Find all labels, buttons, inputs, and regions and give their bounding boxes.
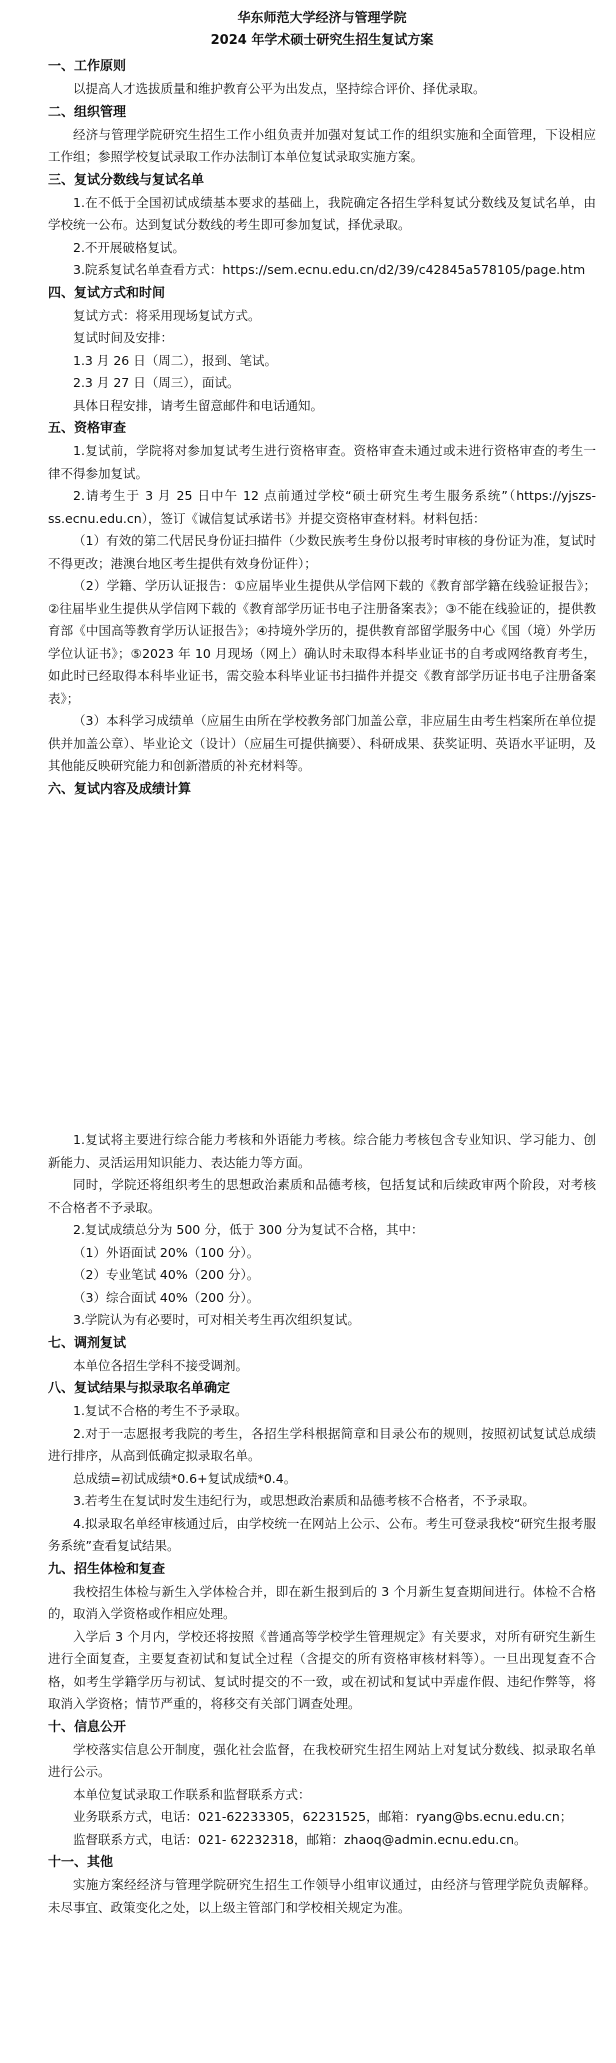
section-heading: 三、复试分数线与复试名单: [48, 172, 205, 188]
paragraph: 入学后 3 个月内，学校还将按照《普通高等学校学生管理规定》有关要求，对所有研究生新生进行全面复查，主要复查初试和复试全过程（含提交的所有资格审核材料等）。一旦出现复查不合格，如考生学籍学历与初试、复试时提交的不一致，或在初试和复试中弄虚作假、违纪作弊等，将取消入学资格；情节严重的，将移交有关部门调查处理。: [48, 1628, 596, 1711]
section-heading: 二、组织管理: [48, 104, 127, 120]
paragraph: 2.复试成绩总分为 500 分，低于 300 分为复试不合格，其中：: [73, 1222, 424, 1237]
paragraph: 2.对于一志愿报考我院的考生，各招生学科根据简章和目录公布的规则，按照初试复试总成绩进行排序，从高到低确定拟录取名单。: [48, 1425, 596, 1463]
document-page-1: [0, 0, 616, 1013]
paragraph: 4.拟录取名单经审核通过后，由学校统一在网站上公示、公布。考生可登录我校“研究生报考服务系统”查看复试结果。: [48, 1515, 596, 1553]
section-heading: 一、工作原则: [48, 59, 127, 74]
section-heading: 八、复试结果与拟录取名单确定: [48, 1381, 231, 1396]
paragraph: 2.请考生于 3 月 25 日中午 12 点前通过学校“硕士研究生考生服务系统”（https://yjszs-ss.ecnu.edu.cn），签订《诚信复试承诺书》并提交资格审查材料。材料包括：: [48, 488, 596, 526]
paragraph: 3.院系复试名单查看方式：https://sem.ecnu.edu.cn/d2/39/c42845a578105/page.htm: [73, 262, 586, 277]
paragraph: 3.学院认为有必要时，可对相关考生再次组织复试。: [73, 1312, 360, 1327]
section-heading: 十一、其他: [48, 1855, 114, 1870]
paragraph: 3.若考生在复试时发生违纪行为，或思想政治素质和品德考核不合格者，不予录取。: [73, 1493, 535, 1508]
paragraph: 以提高人才选拔质量和维护教育公平为出发点，坚持综合评价、择优录取。: [73, 81, 486, 96]
paragraph: （3）综合面试 40%（200 分）。: [73, 1289, 260, 1305]
section-heading: 七、调剂复试: [48, 1335, 127, 1351]
paragraph: 我校招生体检与新生入学体检合并，即在新生报到后的 3 个月新生复查期间进行。体检不合格的，取消入学资格或作相应处理。: [48, 1583, 596, 1621]
document-title: 华东师范大学经济与管理学院: [237, 11, 407, 26]
section-heading: 十、信息公开: [48, 1719, 127, 1735]
document-page-2: [0, 1013, 616, 2063]
paragraph: 1.复试前，学院将对参加复试考生进行资格审查。资格审查未通过或未进行资格审查的考生一律不得参加复试。: [48, 443, 596, 481]
paragraph: 1.复试不合格的考生不予录取。: [73, 1403, 248, 1418]
page-2-body: [48, 1129, 596, 1919]
paragraph: 实施方案经经济与管理学院研究生招生工作领导小组审议通过，由经济与管理学院负责解释。未尽事宜、政策变化之处，以上级主管部门和学校相关规定为准。: [48, 1877, 596, 1915]
paragraph: 复试时间及安排：: [73, 330, 174, 345]
paragraph: 同时，学院还将组织考生的思想政治素质和品德考核，包括复试和后续政审两个阶段，对考核不合格者不予录取。: [48, 1177, 596, 1215]
paragraph: 本单位复试录取工作联系和监督联系方式：: [73, 1786, 311, 1802]
section-heading: 五、资格审查: [48, 421, 127, 436]
paragraph: 总成绩=初试成绩*0.6+复试成绩*0.4。: [73, 1470, 297, 1486]
paragraph: 学校落实信息公开制度，强化社会监督，在我校研究生招生网站上对复试分数线、拟录取名单进行公示。: [48, 1741, 596, 1779]
page-1-body: [48, 55, 596, 801]
paragraph: 1.3 月 26 日（周二），报到、笔试。: [73, 352, 277, 368]
paragraph: 本单位各招生学科不接受调剂。: [73, 1357, 249, 1373]
paragraph: （1）外语面试 20%（100 分）。: [73, 1244, 260, 1260]
paragraph: （1）有效的第二代居民身份证扫描件（少数民族考生身份以报考时审核的身份证为准，复试时不得更改；港澳台地区考生提供有效身份证件）；: [48, 533, 596, 571]
paragraph: 具体日程安排，请考生留意邮件和电话通知。: [73, 397, 324, 413]
paragraph: （2）专业笔试 40%（200 分）。: [73, 1267, 260, 1282]
section-heading: 六、复试内容及成绩计算: [48, 781, 192, 797]
paragraph: 2.3 月 27 日（周三），面试。: [73, 375, 240, 390]
paragraph: 业务联系方式，电话：021-62233305，62231525，邮箱：ryang@bs.ecnu.edu.cn；: [73, 1809, 573, 1824]
section-heading: 四、复试方式和时间: [48, 285, 166, 301]
paragraph: 1.在不低于全国初试成绩基本要求的基础上，我院确定各招生学科复试分数线及复试名单，由学校统一公布。达到复试分数线的考生即可参加复试，择优录取。: [48, 194, 596, 232]
paragraph: 1.复试将主要进行综合能力考核和外语能力考核。综合能力考核包含专业知识、学习能力、创新能力、灵活运用知识能力、表达能力等方面。: [48, 1132, 596, 1170]
document-subtitle: 2024 年学术硕士研究生招生复试方案: [210, 33, 434, 48]
section-heading: 九、招生体检和复查: [48, 1561, 166, 1577]
paragraph: （2）学籍、学历认证报告：①应届毕业生提供从学信网下载的《教育部学籍在线验证报告》；②往届毕业生提供从学信网下载的《教育部学历证书电子注册备案表》；③不能在线验证的，提供教育部《中国高等教育学历认证报告》；④持境外学历的，提供教育部留学服务中心《国（境）外学历学位认证书》；⑤2023 年 10 月现场（网上）确认时未取得本科毕业证书的自考或网络教育考生，如此时已经取得本科毕业证书，需交验本科毕业证书扫描件并提交《教育部学历证书电子注册备案表》；: [48, 578, 596, 706]
paragraph: 监督联系方式，电话：021- 62232318，邮箱：zhaoq@admin.ecnu.edu.cn。: [73, 1831, 527, 1847]
paragraph: 复试方式：将采用现场复试方式。: [73, 307, 261, 323]
paragraph: 经济与管理学院研究生招生工作小组负责并加强对复试工作的组织实施和全面管理，下设相应工作组；参照学校复试录取工作办法制订本单位复试录取实施方案。: [48, 126, 596, 164]
paragraph: （3）本科学习成绩单（应届生由所在学校教务部门加盖公章，非应届生由考生档案所在单位提供并加盖公章）、毕业论文（设计）（应届生可提供摘要）、科研成果、获奖证明、英语水平证明，及其他能反映研究能力和创新潜质的补充材料等。: [48, 713, 596, 773]
paragraph: 2.不开展破格复试。: [73, 239, 185, 255]
